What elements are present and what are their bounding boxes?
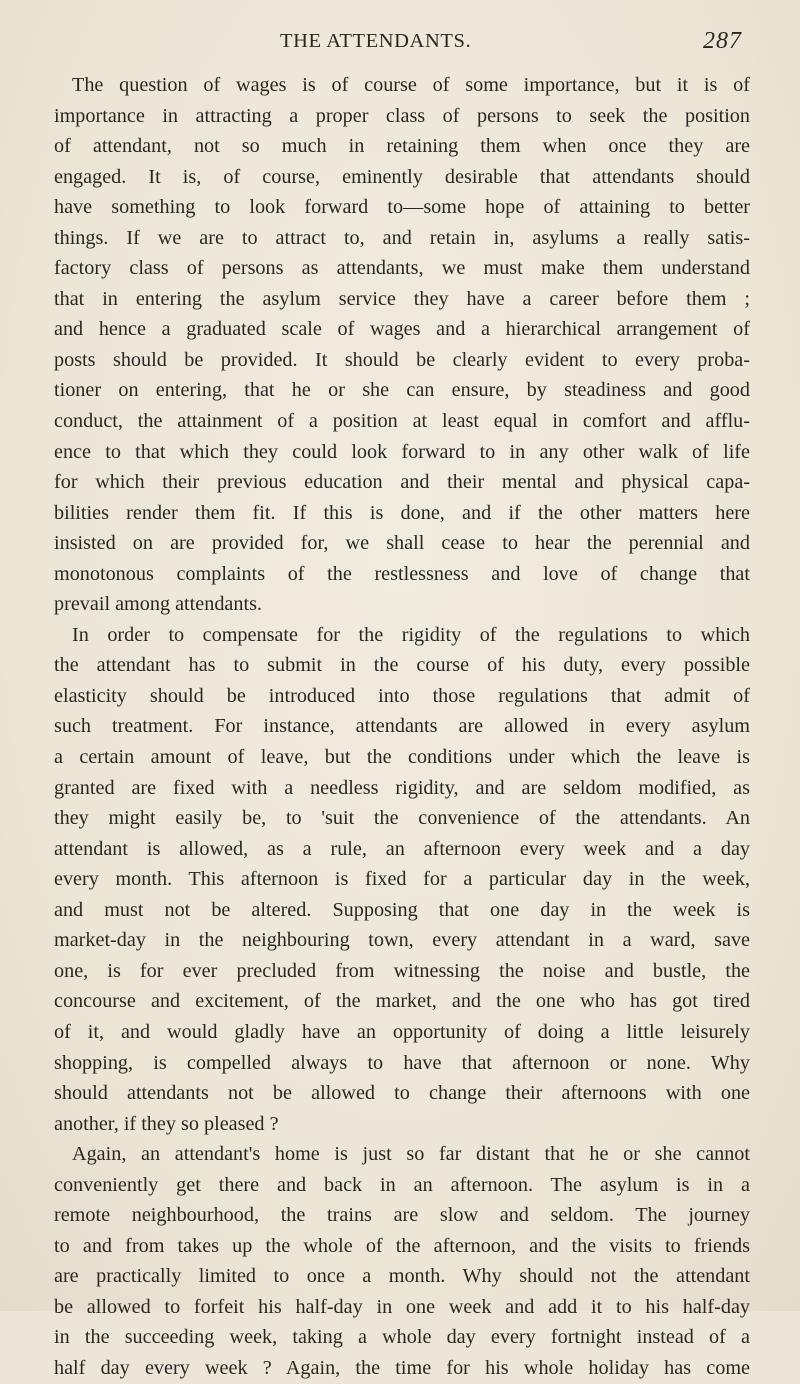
text-line: and must not be altered. Supposing that one day in the week is xyxy=(54,898,750,921)
text-line: remote neighbourhood, the trains are slow and seldom. The journey xyxy=(54,1204,750,1227)
text-line: have something to look forward to—some hope of attaining to better xyxy=(54,196,750,219)
text-line: one, is for ever precluded from witnessing the noise and bustle, the xyxy=(54,959,750,982)
text-line: of it, and would gladly have an opportunity of doing a little leisurely xyxy=(54,1020,750,1043)
text-line: elasticity should be introduced into those regulations that admit of xyxy=(54,684,750,707)
body-text xyxy=(54,70,750,1384)
running-title: THE ATTENDANTS. xyxy=(280,30,472,52)
text-line: that in entering the asylum service they have a career before them ; xyxy=(54,287,750,310)
text-line: such treatment. For instance, attendants are allowed in every asylum xyxy=(54,715,750,738)
text-line: should attendants not be allowed to change their afternoons with one xyxy=(54,1082,750,1105)
text-line: are practically limited to once a month. Why should not the attendant xyxy=(54,1265,750,1288)
text-line: prevail among attendants. xyxy=(54,593,262,616)
text-line: importance in attracting a proper class of persons to seek the position xyxy=(54,104,750,127)
text-line: concourse and excitement, of the market, and the one who has got tired xyxy=(54,990,750,1013)
text-line: and hence a graduated scale of wages and a hierarchical arrangement of xyxy=(54,318,750,341)
text-line: bilities render them fit. If this is done, and if the other matters here xyxy=(54,501,750,524)
text-line: things. If we are to attract to, and retain in, asylums a really satis- xyxy=(54,226,750,249)
text-line: shopping, is compelled always to have that afternoon or none. Why xyxy=(54,1051,750,1074)
text-line: conveniently get there and back in an afternoon. The asylum is in a xyxy=(54,1173,750,1196)
text-line: granted are fixed with a needless rigidity, and are seldom modified, as xyxy=(54,776,750,799)
text-line: half day every week ? Again, the time for his whole holiday has come xyxy=(54,1356,750,1379)
text-line: ence to that which they could look forward to in any other walk of life xyxy=(54,440,750,463)
text-line: attendant is allowed, as a rule, an afternoon every week and a day xyxy=(54,837,750,860)
text-line: to and from takes up the whole of the afternoon, and the visits to friends xyxy=(54,1234,750,1257)
text-line: posts should be provided. It should be clearly evident to every proba- xyxy=(54,348,750,371)
text-line: in the succeeding week, taking a whole day every fortnight instead of a xyxy=(54,1326,750,1349)
page-number: 287 xyxy=(703,28,742,54)
paragraph-first-line: The question of wages is of course of some importance, but it is of xyxy=(72,74,750,96)
text-line: the attendant has to submit in the course of his duty, every possible xyxy=(54,654,750,677)
text-line: of attendant, not so much in retaining them when once they are xyxy=(54,135,750,158)
paragraph-first-line: In order to compensate for the rigidity of the regulations to which xyxy=(72,623,750,646)
text-line: a certain amount of leave, but the conditions under which the leave is xyxy=(54,746,750,769)
text-line: insisted on are provided for, we shall cease to hear the perennial and xyxy=(54,532,750,555)
text-line: monotonous complaints of the restlessness and love of change that xyxy=(54,562,750,585)
running-head xyxy=(0,22,800,56)
text-line: another, if they so pleased ? xyxy=(54,1112,279,1135)
text-line: every month. This afternoon is fixed for a particular day in the week, xyxy=(54,868,750,891)
text-line: for which their previous education and their mental and physical capa- xyxy=(54,471,750,494)
text-line: conduct, the attainment of a position at least equal in comfort and afflu- xyxy=(54,410,750,433)
text-line: market-day in the neighbouring town, every attendant in a ward, save xyxy=(54,929,750,952)
paragraph-first-line: Again, an attendant's home is just so far distant that he or she cannot xyxy=(72,1143,750,1166)
text-line: be allowed to forfeit his half-day in one week and add it to his half-day xyxy=(54,1295,750,1318)
text-line: factory class of persons as attendants, we must make them understand xyxy=(54,257,750,280)
text-line: they might easily be, to 'suit the convenience of the attendants. An xyxy=(54,807,750,830)
text-line: engaged. It is, of course, eminently desirable that attendants should xyxy=(54,165,750,188)
text-line: tioner on entering, that he or she can ensure, by steadiness and good xyxy=(54,379,750,402)
